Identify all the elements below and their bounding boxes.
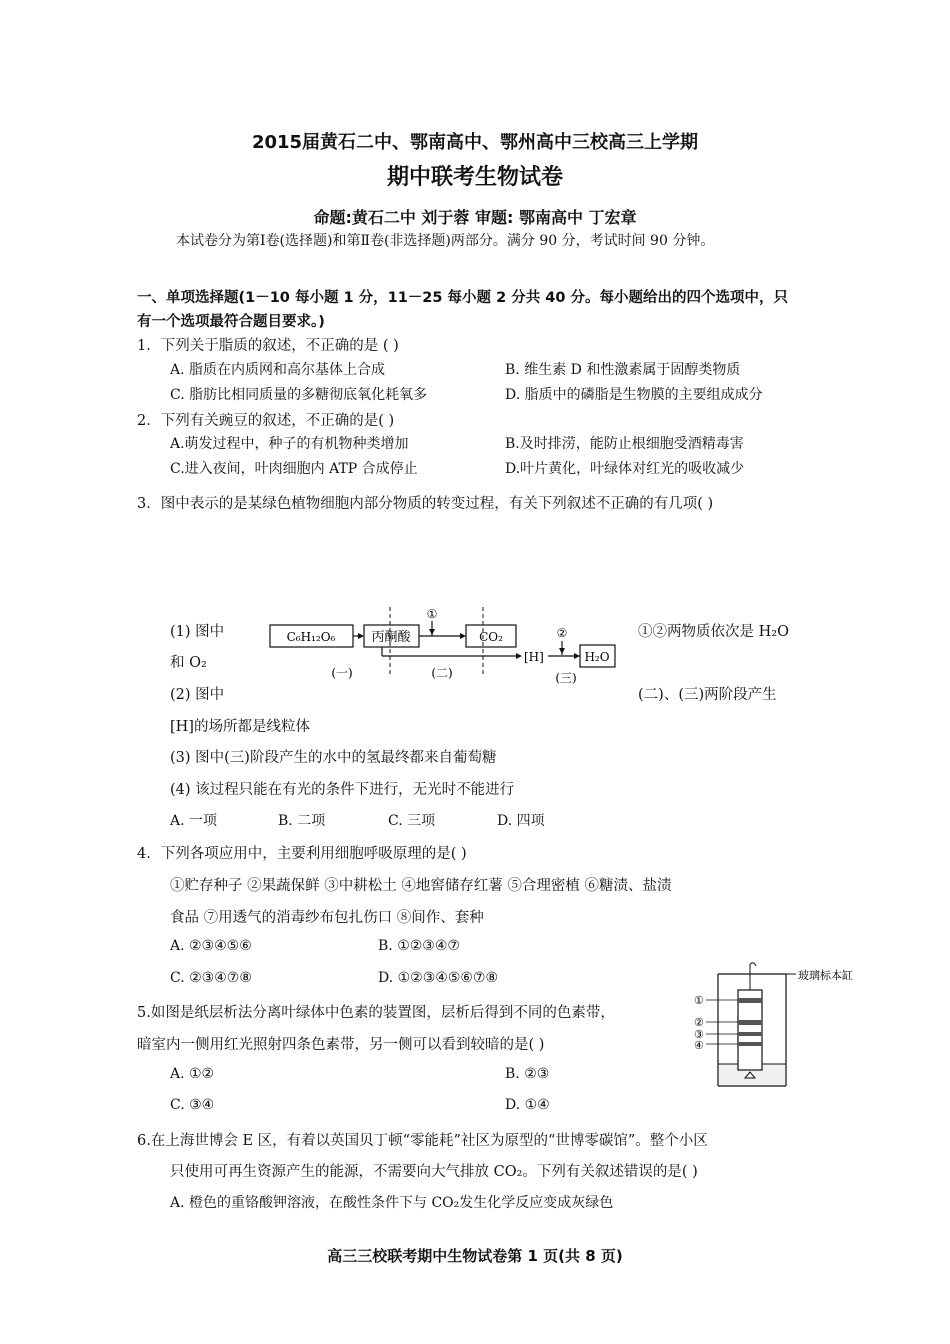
- q5-option-d: D. ①④: [505, 1097, 550, 1113]
- q2-option-d: D.叶片黄化，叶绿体对红光的吸收减少: [505, 461, 745, 477]
- q5-stem-line-2: 暗室内一侧用红光照射四条色素带，另一侧可以看到较暗的是( ): [137, 1037, 545, 1053]
- q3-stem: 3．图中表示的是某绿色植物细胞内部分物质的转变过程，有关下列叙述不正确的有几项( ): [137, 496, 714, 512]
- q3-option-b: B. 二项: [278, 813, 326, 829]
- h-label: [H]: [524, 650, 544, 664]
- band-4: ④: [694, 1039, 704, 1052]
- q2-option-b: B.及时排涝，能防止根细胞受酒精毒害: [505, 436, 744, 452]
- q1-option-a: A. 脂质在内质网和高尔基体上合成: [170, 362, 386, 378]
- q5-option-b: B. ②③: [505, 1066, 550, 1082]
- q2-stem: 2．下列有关豌豆的叙述，不正确的是( ): [137, 413, 395, 429]
- title-line-2: 期中联考生物试卷: [386, 165, 563, 190]
- q4-option-c: C. ②③④⑦⑧: [170, 970, 252, 986]
- q1-option-c: C. 脂肪比相同质量的多糖彻底氧化耗氧多: [170, 387, 428, 403]
- band-3: ③: [694, 1028, 704, 1041]
- glucose-label: C₆H₁₂O₆: [286, 630, 336, 644]
- q3-option-d: D. 四项: [497, 813, 545, 829]
- q1-stem: 1．下列关于脂质的叙述，不正确的是 ( ): [137, 338, 399, 354]
- q1-option-b: B. 维生素 D 和性激素属于固醇类物质: [505, 362, 741, 378]
- q3-statement-2-cont: [H]的场所都是线粒体: [170, 719, 310, 735]
- marker-2: ②: [556, 626, 568, 640]
- q4-option-d: D. ①②③④⑤⑥⑦⑧: [378, 970, 499, 986]
- q4-items-line-2: 食品 ⑦用透气的消毒纱布包扎伤口 ⑧间作、套种: [170, 910, 484, 926]
- q3-statement-1-cont: 和 O₂: [170, 655, 207, 671]
- q3-statement-2-left: (2) 图中: [170, 687, 225, 703]
- q4-stem: 4．下列各项应用中，主要利用细胞呼吸原理的是( ): [137, 846, 467, 862]
- section-heading-line-2: 有一个选项最符合题目要求。): [137, 314, 325, 330]
- q6-stem-line-1: 6.在上海世博会 E 区，有着以英国贝丁顿“零能耗”社区为原型的“世博零碳馆”。整个小区: [137, 1133, 708, 1149]
- stage-2-label: (二): [431, 666, 453, 680]
- q3-statement-1-left: (1) 图中: [170, 624, 225, 640]
- q6-stem-line-2: 只使用可再生资源产生的能源，不需要向大气排放 CO₂。下列有关叙述错误的是( ): [170, 1164, 698, 1180]
- page-footer: 高三三校联考期中生物试卷第 1 页(共 8 页): [327, 1247, 623, 1265]
- intro-text: 本试卷分为第Ⅰ卷(选择题)和第Ⅱ卷(非选择题)两部分。满分 90 分，考试时间 90 分钟。: [176, 233, 715, 249]
- co2-label: CO₂: [479, 630, 503, 644]
- q3-option-c: C. 三项: [388, 813, 436, 829]
- band-2: ②: [694, 1016, 704, 1029]
- q3-statement-1-right: ①②两物质依次是 H₂O: [638, 624, 789, 640]
- q3-statement-2-right: (二)、(三)两阶段产生: [638, 687, 777, 703]
- q4-items-line-1: ①贮存种子 ②果蔬保鲜 ③中耕松土 ④地窖储存红薯 ⑤合理密植 ⑥糖渍、盐渍: [170, 878, 672, 894]
- q4-option-b: B. ①②③④⑦: [378, 938, 460, 954]
- title-line-1: 2015届黄石二中、鄂南高中、鄂州高中三校高三上学期: [251, 132, 699, 153]
- q5-option-a: A. ①②: [170, 1066, 215, 1082]
- q2-option-a: A.萌发过程中，种子的有机物种类增加: [170, 436, 409, 452]
- q4-option-a: A. ②③④⑤⑥: [170, 938, 252, 954]
- chromatography-figure: [690, 960, 860, 1095]
- pyruvate-label: 丙酮酸: [371, 630, 411, 645]
- authors-line: 命题:黄石二中 刘于蓉 审题: 鄂南高中 丁宏章: [313, 208, 637, 227]
- band-1: ①: [694, 994, 704, 1007]
- water-label: H₂O: [584, 650, 610, 664]
- stage-1-label: (一): [331, 666, 353, 680]
- respiration-diagram: [262, 605, 622, 685]
- section-heading-line-1: 一、单项选择题(1－10 每小题 1 分，11－25 每小题 2 分共 40 分。每小题给出的四个选项中，只: [137, 290, 788, 306]
- q3-statement-4: (4) 该过程只能在有光的条件下进行，无光时不能进行: [170, 782, 515, 798]
- q2-option-c: C.进入夜间，叶肉细胞内 ATP 合成停止: [170, 461, 418, 477]
- q1-option-d: D. 脂质中的磷脂是生物膜的主要组成成分: [505, 387, 763, 403]
- q5-stem-line-1: 5.如图是纸层析法分离叶绿体中色素的装置图，层析后得到不同的色素带，: [137, 1005, 615, 1021]
- marker-1: ①: [426, 607, 438, 621]
- q3-option-a: A. 一项: [170, 813, 218, 829]
- stage-3-label: (三): [555, 671, 577, 685]
- q5-option-c: C. ③④: [170, 1097, 215, 1113]
- jar-label: 玻璃标本缸: [798, 969, 853, 982]
- q6-option-a: A. 橙色的重铬酸钾溶液，在酸性条件下与 CO₂发生化学反应变成灰绿色: [170, 1195, 614, 1211]
- q3-statement-3: (3) 图中(三)阶段产生的水中的氢最终都来自葡萄糖: [170, 750, 497, 766]
